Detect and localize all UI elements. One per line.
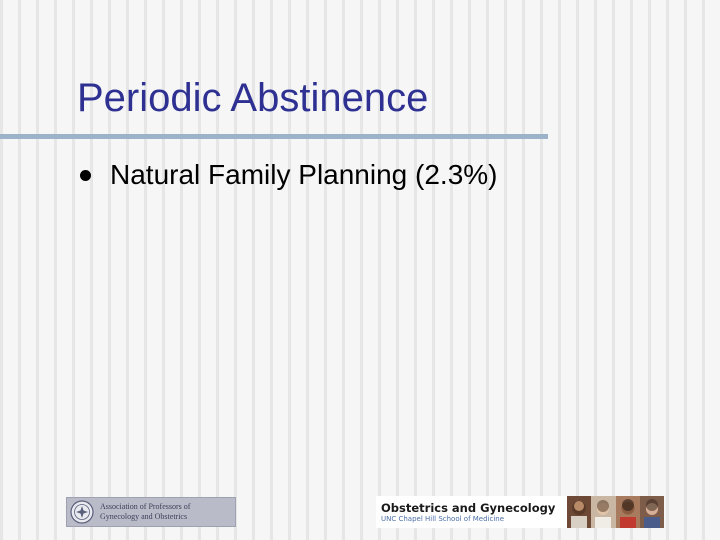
apgo-name-line: Gynecology and Obstetrics xyxy=(100,512,188,521)
apgo-name xyxy=(100,502,190,522)
unc-obgyn-text xyxy=(376,501,567,524)
slide-title: Periodic Abstinence xyxy=(77,76,429,120)
school-name: UNC Chapel Hill School of Medicine xyxy=(381,514,505,523)
unc-obgyn-logo xyxy=(376,496,664,528)
bullet-text: Natural Family Planning (2.3%) xyxy=(110,159,498,190)
apgo-logo xyxy=(66,497,236,527)
apgo-name-line: Association of Professors of xyxy=(100,502,191,511)
seal-icon xyxy=(70,500,94,524)
bullet-item xyxy=(76,156,498,194)
photo-strip-image xyxy=(567,496,664,528)
bullet-dot-icon xyxy=(80,170,91,181)
bullet-list xyxy=(76,156,498,194)
department-name: Obstetrics and Gynecology xyxy=(381,500,556,515)
title-divider xyxy=(0,134,548,139)
